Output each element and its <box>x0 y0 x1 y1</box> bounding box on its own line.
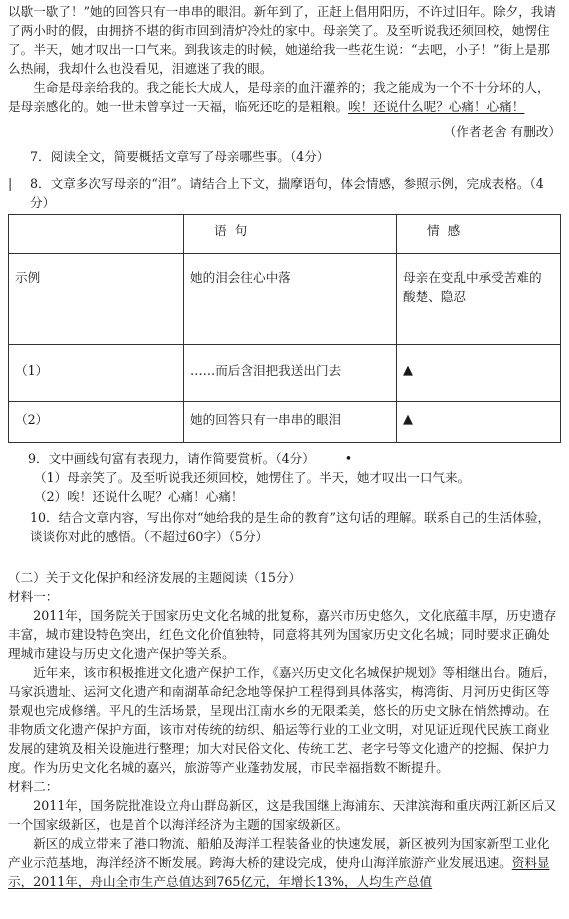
table-cell: （1） <box>9 345 184 402</box>
margin-bar-mark: | <box>8 176 13 191</box>
material-2-paragraph-2 <box>8 834 561 891</box>
table-cell: 示例 <box>9 254 184 345</box>
passage-paragraph-2 <box>8 78 561 116</box>
answer-blank-triangle: ▲ <box>397 402 561 443</box>
material-1-paragraph-1: 2011年，国务院关于国家历史文化名城的批复称，嘉兴市历史悠久，文化底蕴丰厚，历史遗存丰富，城市建设特色突出，红色文化价值独特，同意将其列为国家历史文化名城；同时要求正确处理城市建设与历史文化遗产保护等关系。 <box>8 608 557 661</box>
table-cell: 她的泪会往心中落 <box>184 254 397 345</box>
table-row <box>9 402 561 443</box>
question-8 <box>8 174 561 212</box>
question-9-sentence-2: （2）唉！还说什么呢？心痛！心痛！ <box>34 489 244 504</box>
table-row <box>9 254 561 345</box>
question-9-sentence-1: （1）母亲笑了。及至听说我还须回校，她愣住了。半天，她才叹出一口气来。 <box>34 470 471 485</box>
table-header-row <box>9 215 561 254</box>
underlined-sentence: 资料显示，2011年，舟山全市生产总值达到765亿元，年增长13%，人均生产总值 <box>8 855 550 889</box>
attribution: （作者老舍 有删改） <box>443 124 561 139</box>
material-1-label: 材料一： <box>8 589 59 604</box>
table-header-cell: 情感 <box>397 215 561 254</box>
material-2-label: 材料二： <box>8 779 59 794</box>
table-header-cell: 语句 <box>184 215 397 254</box>
passage-paragraph-2-text: 生命是母亲给我的。我之能长大成人，是母亲的血汗灌养的；我之能成为一个不十分坏的人，是母亲感化的。她一世未曾享过一天福，临死还吃的是粗粮。 <box>8 80 550 114</box>
underlined-sentence: 唉！还说什么呢？心痛！心痛！ <box>348 99 525 114</box>
table-cell: 母亲在变乱中承受苦难的酸楚、隐忍 <box>397 254 561 345</box>
material-2-paragraph-2-text: 新区的成立带来了港口物流、船舶及海洋工程装备业的快速发展，新区被列为国家新型工业化产业示范基地，海洋经济不断发展。跨海大桥的建设完成，使舟山海洋旅游产业发展迅速。 <box>8 836 550 870</box>
table-header-cell <box>9 215 184 254</box>
question-8-text: 8．文章多次写母亲的“泪”。请结合上下文，揣摩语句，体会情感，参照示例，完成表格。（4分） <box>30 176 544 210</box>
question-9-text: 9．文中画线句富有表现力，请作简要赏析。（4分） <box>28 451 315 466</box>
table-cell: 她的回答只有一串串的眼泪 <box>184 402 397 443</box>
section-2-heading: （二）关于文化保护和经济发展的主题阅读（15分） <box>8 570 302 585</box>
table-cell: （2） <box>9 402 184 443</box>
material-1-paragraph-2: 近年来，该市积极推进文化遗产保护工作，《嘉兴历史文化名城保护规划》等相继出台。随后，马家浜遗址、运河文化遗产和南湖革命纪念地等保护工程得到具体落实，梅湾街、月河历史街区等景观也完成修缮。平凡的生活场景，呈现出江南水乡的无限柔美，悠长的历史文脉在悄然搏动。在非物质文化遗产保护方面，该市对传统的纺织、船运等行业的工业文明，对见证近现代民族工商业发展的建筑及相关设施进行整理；加大对民俗文化、传统工艺、老字号等文化遗产的挖掘、保护力度。作为历史文化名城的嘉兴，旅游等产业蓬勃发展，市民幸福指数不断提升。 <box>8 665 556 775</box>
table-row <box>9 345 561 402</box>
table-cell: ……而后含泪把我送出门去 <box>184 345 397 402</box>
question-9 <box>8 449 561 468</box>
question-10: 10．结合文章内容，写出你对“她给我的是生命的教育”这句话的理解。联系自己的生活体验，谈谈你对此的感悟。（不超过60字）（5分） <box>30 510 551 544</box>
stray-dot-mark: • <box>344 451 353 466</box>
material-2-paragraph-1: 2011年，国务院批准设立舟山群岛新区，这是我国继上海浦东、天津滨海和重庆两江新区后又一个国家级新区，也是首个以海洋经济为主题的国家级新区。 <box>8 798 557 832</box>
question-7: 7．阅读全文，简要概括文章写了母亲哪些事。（4分） <box>30 149 330 164</box>
passage-paragraph-1: 以歇一歇了！”她的回答只有一串串的眼泪。新年到了，正赶上倡用阳历，不许过旧年。除夕，我请了两小时的假，由拥挤不堪的街市回到清炉冷灶的家中。母亲笑了。及至听说我还须回校，她愣住了。半天，她才叹出一口气来。到我该走的时候，她递给我一些花生说：“去吧，小子！”街上是那么热闹，我却什么也没看见，泪遮迷了我的眼。 <box>8 4 556 76</box>
emotion-table <box>8 214 561 443</box>
answer-blank-triangle: ▲ <box>397 345 561 402</box>
